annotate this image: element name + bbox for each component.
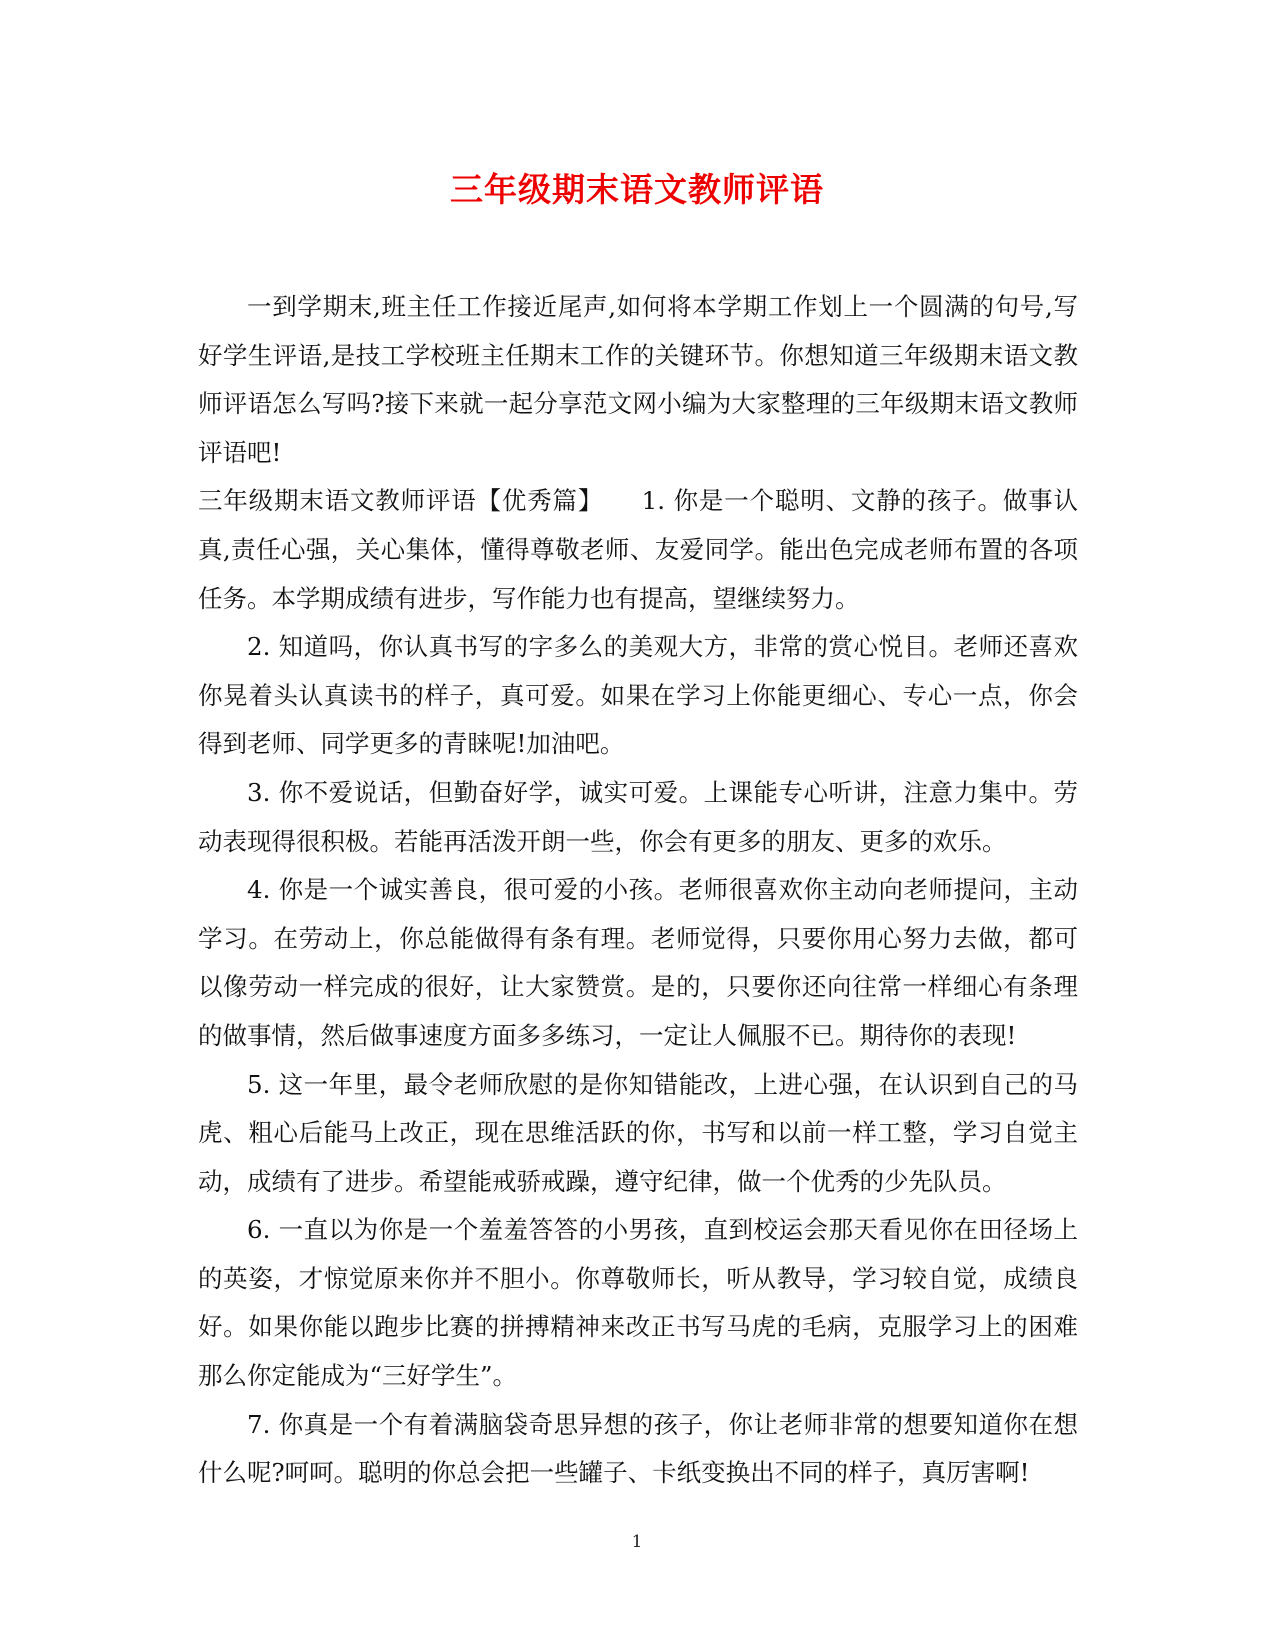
paragraph-comment-3: 3. 你不爱说话，但勤奋好学，诚实可爱。上课能专心听讲，注意力集中。劳动表现得很积极。若能再活泼开朗一些，你会有更多的朋友、更多的欢乐。 — [198, 777, 1078, 856]
document-body — [198, 283, 1078, 1498]
paragraph-comment-7: 7. 你真是一个有着满脑袋奇思异想的孩子，你让老师非常的想要知道你在想什么呢?呵呵。聪明的你总会把一些罐子、卡纸变换出不同的样子，真厉害啊! — [198, 1409, 1078, 1488]
paragraph-comment-1: 三年级期末语文教师评语【优秀篇】 1. 你是一个聪明、文静的孩子。做事认真,责任心强，关心集体，懂得尊敬老师、友爱同学。能出色完成老师布置的各项任务。本学期成绩有进步，写作能力也有提高，望继续努力。 — [198, 486, 1078, 613]
paragraph-comment-5: 5. 这一年里，最令老师欣慰的是你知错能改，上进心强，在认识到自己的马虎、粗心后能马上改正，现在思维活跃的你，书写和以前一样工整，学习自觉主动，成绩有了进步。希望能戒骄戒躁，遵守纪律，做一个优秀的少先队员。 — [198, 1069, 1078, 1196]
page-number: 1 — [631, 1532, 643, 1552]
paragraph-comment-6: 6. 一直以为你是一个羞羞答答的小男孩，直到校运会那天看见你在田径场上的英姿，才惊觉原来你并不胆小。你尊敬师长，听从教导，学习较自觉，成绩良好。如果你能以跑步比赛的拼搏精神来改正书写马虎的毛病，克服学习上的困难那么你定能成为“三好学生”。 — [198, 1215, 1078, 1391]
paragraph-comment-2: 2. 知道吗，你认真书写的字多么的美观大方，非常的赏心悦目。老师还喜欢你晃着头认真读书的样子，真可爱。如果在学习上你能更细心、专心一点，你会得到老师、同学更多的青睐呢!加油吧。 — [198, 632, 1078, 759]
document-title: 三年级期末语文教师评语 — [450, 170, 824, 209]
paragraph-comment-4: 4. 你是一个诚实善良，很可爱的小孩。老师很喜欢你主动向老师提问，主动学习。在劳动上，你总能做得有条有理。老师觉得，只要你用心努力去做，都可以像劳动一样完成的很好，让大家赞赏。是的，只要你还向往常一样细心有条理的做事情，然后做事速度方面多多练习，一定让人佩服不已。期待你的表现! — [198, 875, 1078, 1050]
paragraph-intro: 一到学期末,班主任工作接近尾声,如何将本学期工作划上一个圆满的句号,写好学生评语,是技工学校班主任期末工作的关键环节。你想知道三年级期末语文教师评语怎么写吗?接下来就一起分享范文网小编为大家整理的三年级期末语文教师评语吧! — [198, 292, 1078, 467]
